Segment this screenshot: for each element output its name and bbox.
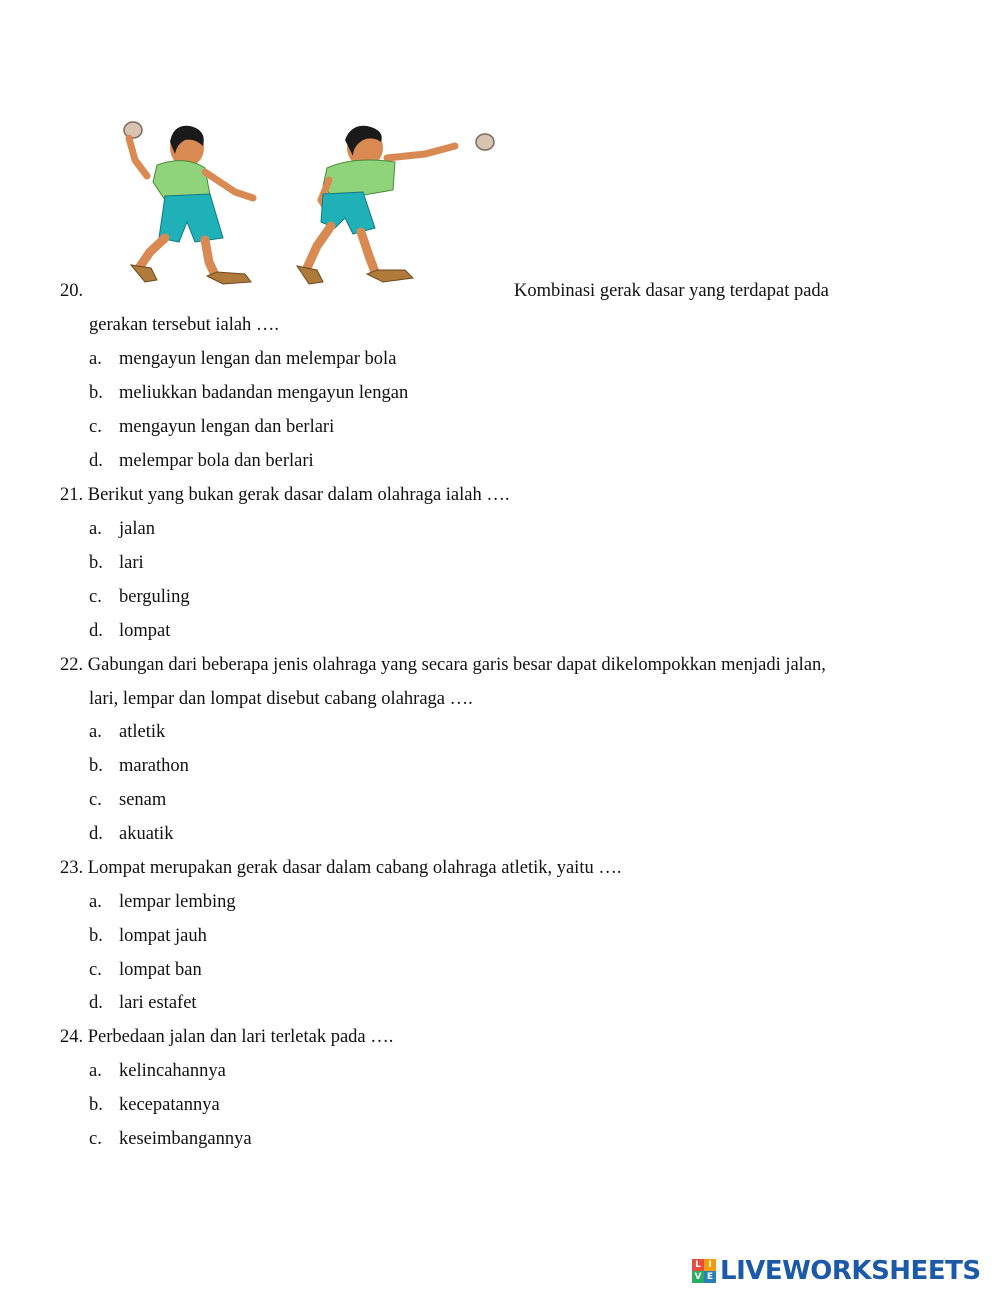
q21-option-d[interactable]: lompat <box>119 621 171 641</box>
logo-mark-letter: I <box>704 1259 716 1271</box>
q21-option-letter: b. <box>89 553 103 573</box>
q20-option-a[interactable]: mengayun lengan dan melempar bola <box>119 349 397 369</box>
q23-option-letter: b. <box>89 926 103 946</box>
q20-option-d[interactable]: melempar bola dan berlari <box>119 451 314 471</box>
q20-option-c[interactable]: mengayun lengan dan berlari <box>119 417 335 437</box>
q20-option-letter: b. <box>89 383 103 403</box>
q20-number: 20. <box>60 281 84 301</box>
q24-option-letter: a. <box>89 1061 102 1081</box>
q24-option-b[interactable]: kecepatannya <box>119 1095 220 1115</box>
q21-option-c[interactable]: berguling <box>119 587 190 607</box>
q20-stem: Kombinasi gerak dasar yang terdapat pada <box>514 281 829 301</box>
q23-option-a[interactable]: lempar lembing <box>119 892 236 912</box>
q20-option-letter: d. <box>89 451 103 471</box>
q22-option-d[interactable]: akuatik <box>119 824 174 844</box>
q20-option-letter: a. <box>89 349 102 369</box>
liveworksheets-mark-icon <box>692 1259 716 1283</box>
q21-option-letter: a. <box>89 519 102 539</box>
logo-mark-letter: L <box>692 1259 704 1271</box>
q24-option-c[interactable]: keseimbangannya <box>119 1129 252 1149</box>
q22-option-letter: b. <box>89 756 103 776</box>
q20-option-letter: c. <box>89 417 102 437</box>
q24-option-a[interactable]: kelincahannya <box>119 1061 226 1081</box>
boy-throwing-figure <box>297 126 494 284</box>
q21-option-b[interactable]: lari <box>119 553 144 573</box>
q23-option-letter: a. <box>89 892 102 912</box>
q23-stem: 23. Lompat merupakan gerak dasar dalam cabang olahraga atletik, yaitu …. <box>60 858 622 878</box>
logo-mark-letter: E <box>704 1271 716 1283</box>
q22-option-letter: a. <box>89 722 102 742</box>
boy-ball-raised-figure <box>124 122 253 284</box>
q24-option-letter: c. <box>89 1129 102 1149</box>
q22-option-letter: d. <box>89 824 103 844</box>
q22-stem-cont: lari, lempar dan lompat disebut cabang olahraga …. <box>89 689 473 709</box>
q23-option-c[interactable]: lompat ban <box>119 960 202 980</box>
q22-option-c[interactable]: senam <box>119 790 167 810</box>
q24-stem: 24. Perbedaan jalan dan lari terletak pada …. <box>60 1027 394 1047</box>
throwing-illustration <box>95 110 505 295</box>
q21-option-letter: d. <box>89 621 103 641</box>
q23-option-b[interactable]: lompat jauh <box>119 926 207 946</box>
q21-stem: 21. Berikut yang bukan gerak dasar dalam olahraga ialah …. <box>60 485 510 505</box>
q22-option-letter: c. <box>89 790 102 810</box>
q20-option-b[interactable]: meliukkan badandan mengayun lengan <box>119 383 409 403</box>
q23-option-d[interactable]: lari estafet <box>119 993 197 1013</box>
q22-option-b[interactable]: marathon <box>119 756 189 776</box>
q24-option-letter: b. <box>89 1095 103 1115</box>
q20-stem-cont: gerakan tersebut ialah …. <box>89 315 280 335</box>
q22-option-a[interactable]: atletik <box>119 722 166 742</box>
q23-option-letter: d. <box>89 993 103 1013</box>
liveworksheets-logo-text: LIVEWORKSHEETS <box>720 1256 981 1286</box>
q23-option-letter: c. <box>89 960 102 980</box>
q22-stem: 22. Gabungan dari beberapa jenis olahraga yang secara garis besar dapat dikelompokkan menjadi jalan, <box>60 655 826 675</box>
q21-option-letter: c. <box>89 587 102 607</box>
liveworksheets-logo <box>692 1255 981 1287</box>
logo-mark-letter: V <box>692 1271 704 1283</box>
q21-option-a[interactable]: jalan <box>119 519 155 539</box>
